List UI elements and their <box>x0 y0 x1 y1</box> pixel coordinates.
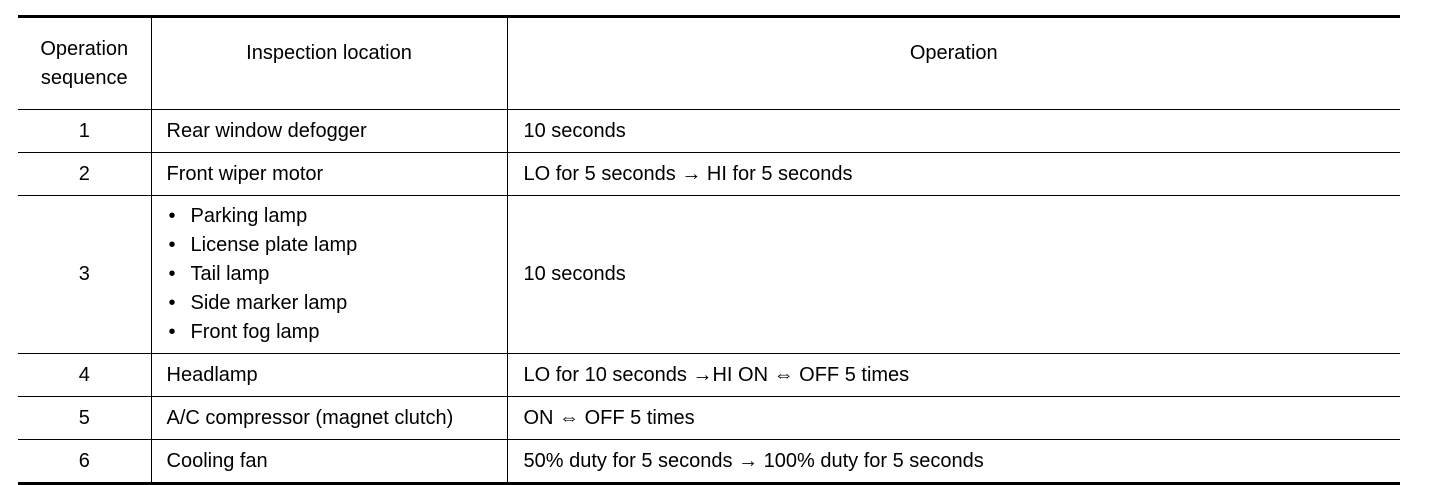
table-header <box>18 17 1400 110</box>
list-item-label: Side marker lamp <box>190 292 348 314</box>
row-operation: 10 seconds <box>507 196 1400 354</box>
header-operation: Operation <box>507 17 1400 110</box>
row-operation: ON ⇔ OFF 5 times <box>507 397 1400 440</box>
row-location: Cooling fan <box>151 440 507 484</box>
row-sequence: 5 <box>18 397 151 440</box>
bullet-icon: • <box>168 292 176 314</box>
row-operation: 10 seconds <box>507 110 1400 153</box>
row-location <box>151 196 507 354</box>
row-sequence: 1 <box>18 110 151 153</box>
bullet-icon: • <box>168 321 176 343</box>
inspection-table <box>18 15 1400 485</box>
header-sequence-line1: Operation <box>40 37 129 60</box>
row-operation: LO for 5 seconds → HI for 5 seconds <box>507 153 1400 196</box>
list-item-label: Tail lamp <box>190 263 270 285</box>
list-item <box>167 260 507 289</box>
table-body <box>18 110 1400 484</box>
list-item-label: Front fog lamp <box>190 321 320 343</box>
table-row <box>18 153 1400 196</box>
table-row <box>18 110 1400 153</box>
row-sequence: 3 <box>18 196 151 354</box>
row-location: Front wiper motor <box>151 153 507 196</box>
row-operation: 50% duty for 5 seconds → 100% duty for 5 seconds <box>507 440 1400 484</box>
list-item <box>167 318 507 347</box>
bullet-icon: • <box>168 263 176 285</box>
row-sequence: 6 <box>18 440 151 484</box>
table-row <box>18 196 1400 354</box>
table-row <box>18 440 1400 484</box>
table-row <box>18 354 1400 397</box>
header-operation-sequence <box>18 17 151 110</box>
row-location: Headlamp <box>151 354 507 397</box>
row-location: A/C compressor (magnet clutch) <box>151 397 507 440</box>
list-item <box>167 289 507 318</box>
list-item-label: Parking lamp <box>190 205 308 227</box>
header-sequence-line2: sequence <box>40 66 128 89</box>
header-inspection-location: Inspection location <box>151 17 507 110</box>
list-item <box>167 202 507 231</box>
row-operation: LO for 10 seconds →HI ON ⇔ OFF 5 times <box>507 354 1400 397</box>
row-sequence: 2 <box>18 153 151 196</box>
list-item <box>167 231 507 260</box>
location-bullet-list <box>167 202 507 347</box>
bullet-icon: • <box>168 234 176 256</box>
list-item-label: License plate lamp <box>190 234 358 256</box>
header-row <box>18 17 1400 110</box>
row-location: Rear window defogger <box>151 110 507 153</box>
row-sequence: 4 <box>18 354 151 397</box>
bullet-icon: • <box>168 205 176 227</box>
table-row <box>18 397 1400 440</box>
